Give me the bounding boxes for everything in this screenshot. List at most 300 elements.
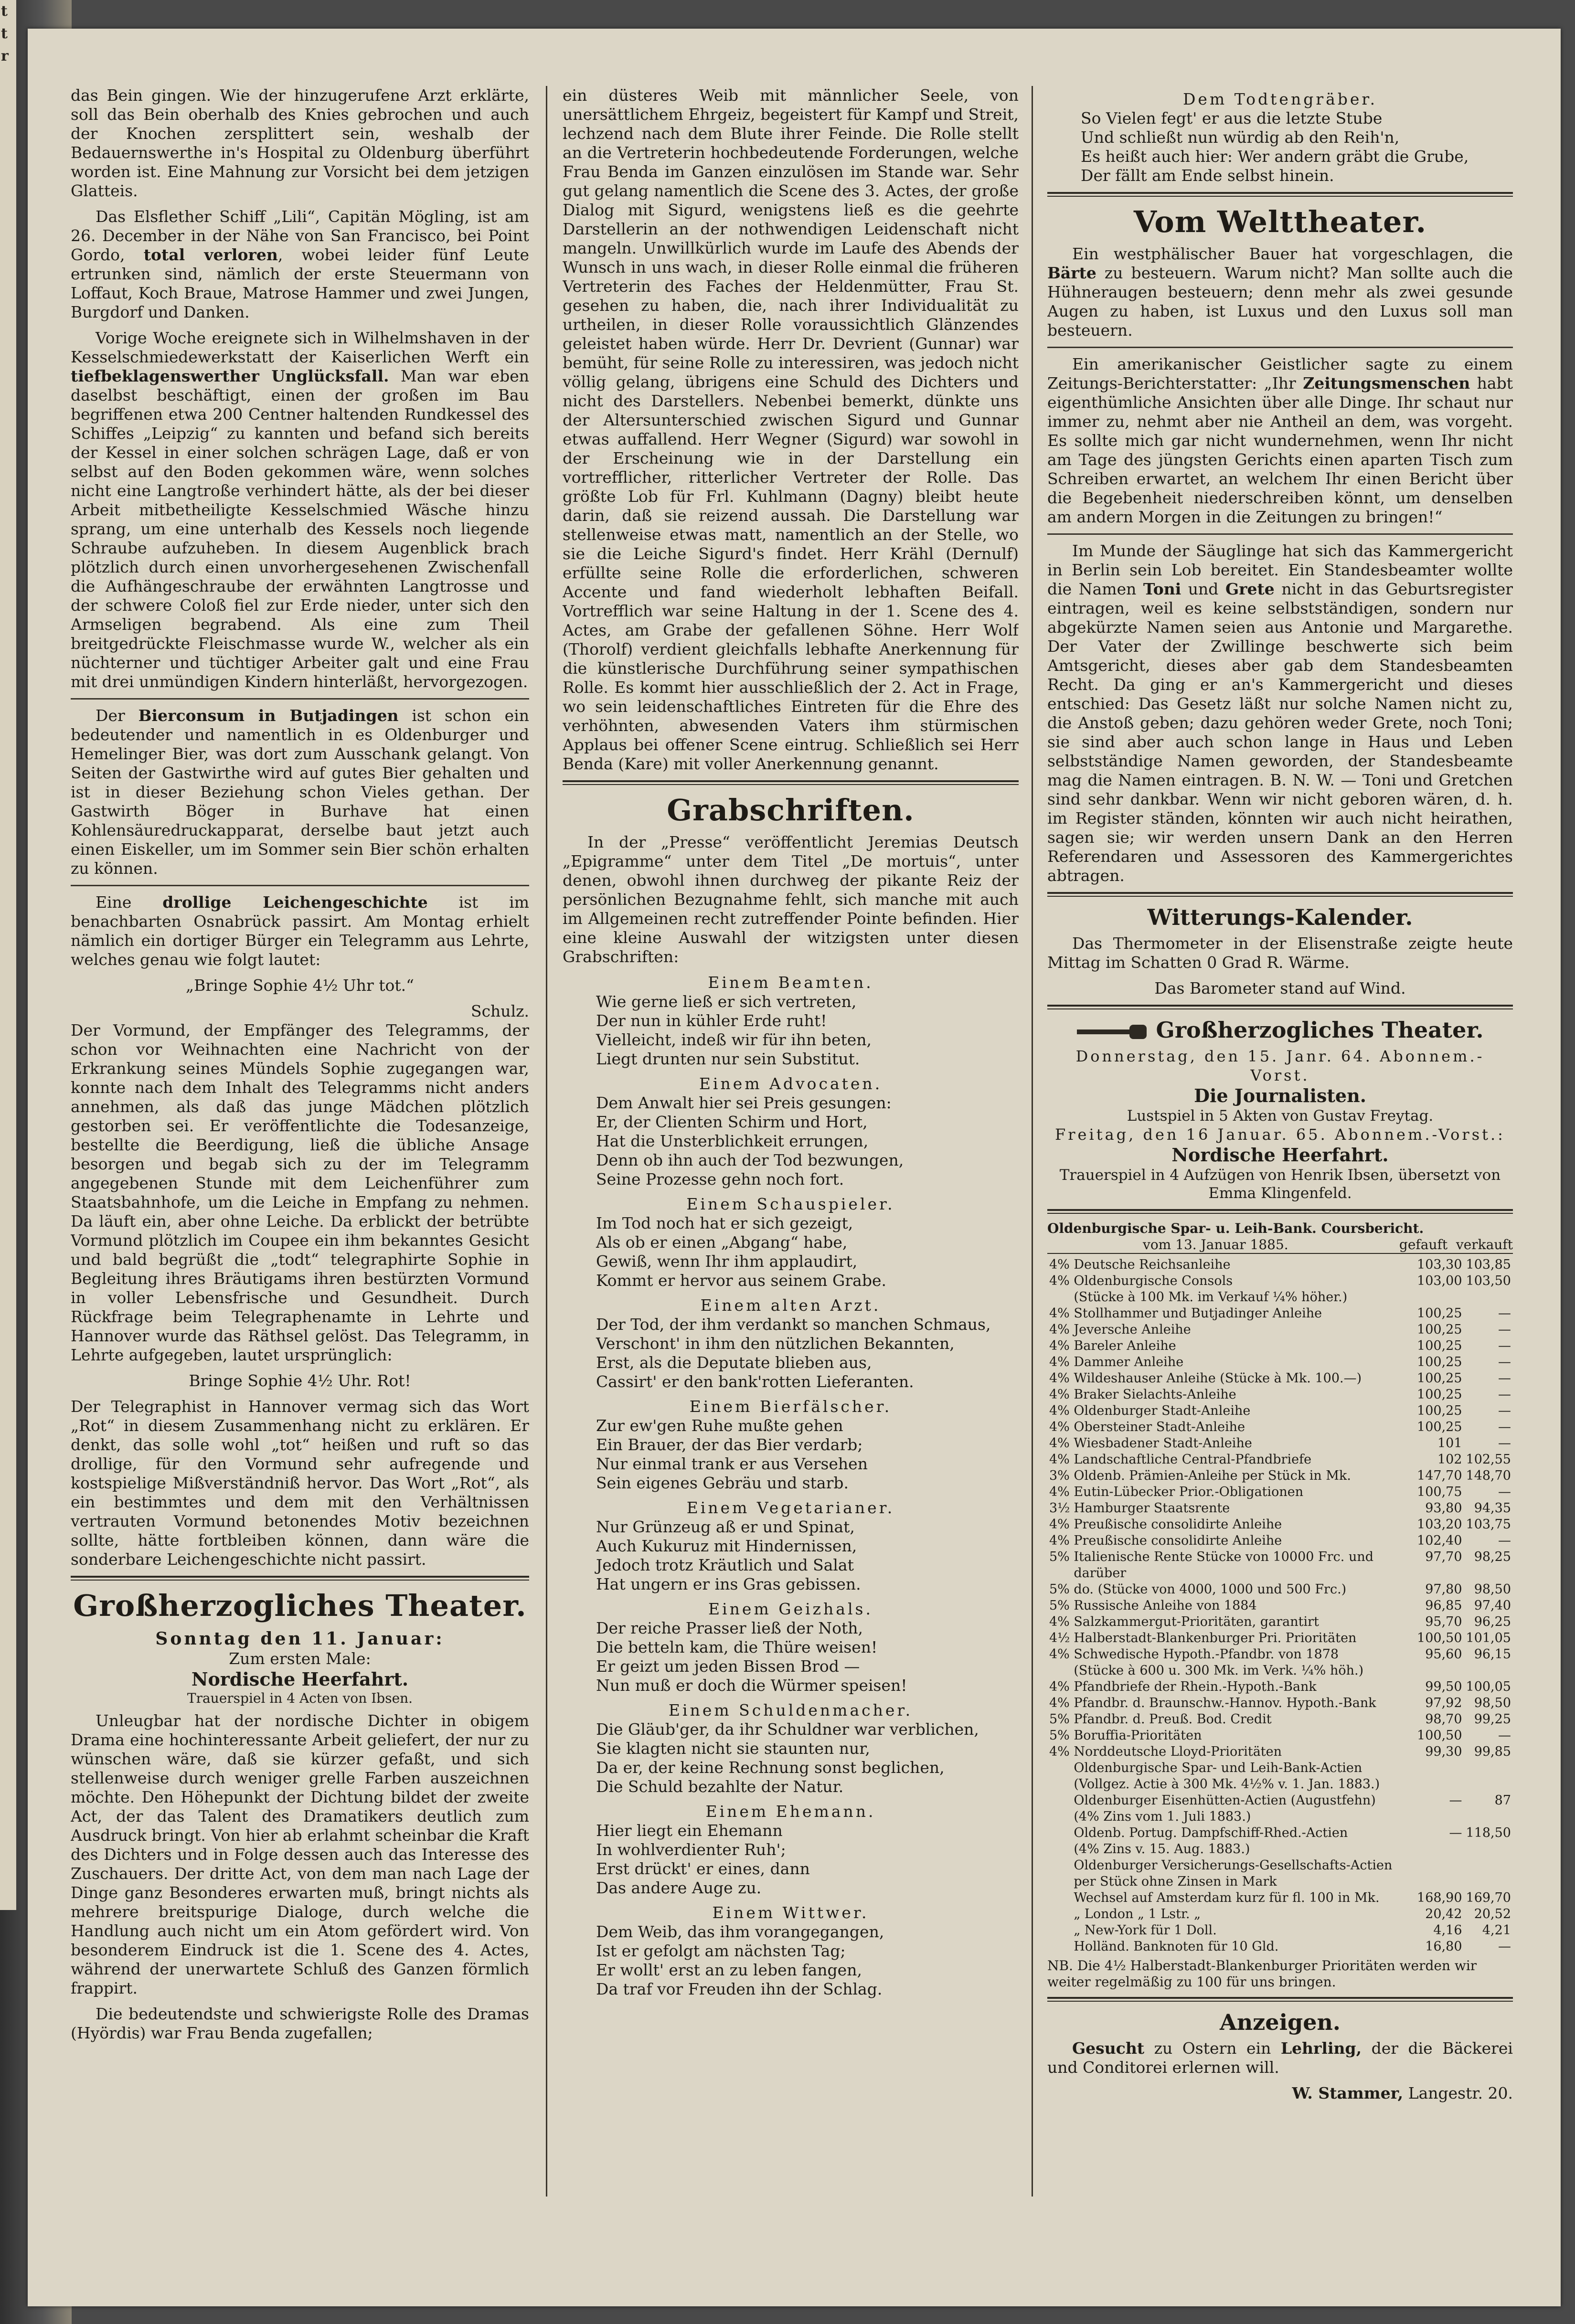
table-cell-buy [1415,1776,1464,1793]
divider [1047,892,1513,897]
table-cell-sell: 87 [1494,1793,1511,1808]
table-cell-sell: 148,70 [1466,1468,1511,1483]
verse-line: Jedoch trotz Kräutlich und Salat [596,1556,854,1574]
section-heading: Anzeigen. [1220,2009,1341,2035]
table-cell-name: Eutin-Lübecker Prior.-Obligationen [1074,1485,1304,1499]
table-cell-buy: 97,92 [1425,1696,1462,1710]
table-cell-name: Schwedische Hypoth.-Pfandbr. von 1878 [1074,1647,1339,1662]
table-cell-pct: 3½ [1049,1501,1070,1516]
poem-title: Einem Schauspieler. [686,1195,895,1213]
divider [71,885,529,886]
table-cell-buy: 100,25 [1417,1338,1462,1353]
article-paragraph: Das Elsflether Schiff „Lili“, Capitän Mögling, ist am 26. December in der Nähe von San Francisco, bei Point Gordo, total verloren, wobei leider fünf Leute ertrunken sind, nämlich der erste Steuermann von Loffaut, Koch Braue, Matrose Hammer und zwei Jungen, Burgdorf und Danken. [71,207,529,321]
table-row [1047,1257,1513,1273]
table-row [1047,1322,1513,1338]
table-row [1047,1468,1513,1484]
table-cell-name: Russische Anleihe von 1884 [1074,1598,1257,1613]
poem-title: Einem Advocaten. [699,1074,883,1093]
table-cell-sell: 103,75 [1466,1517,1511,1532]
verse-line: Als ob er einen „Abgang“ habe, [596,1233,848,1252]
verse-line: Ist er gefolgt am nächsten Tag; [596,1942,846,1960]
column-rule [546,86,547,2197]
table-cell-name: Holländ. Banknoten für 10 Gld. [1074,1939,1279,1954]
table-row [1047,1435,1513,1452]
newspaper-page [28,29,1561,2306]
article-paragraph: Vorige Woche ereignete sich in Wilhelmshaven in der Kesselschmiedewerkstatt der Kaiserlichen Werft ein tiefbeklagenswerther Unglücksfall. Man war eben daselbst beschäftigt, einen der großen im Bau begriffenen etwa 200 Centner haltenden Rundkessel des Schiffes „Leipzig“ zu kannten und befand sich bereits der Kessel in einer solchen schrägen Lage, daß er von selbst auf den Boden gekommen wäre, wenn solches nicht eine Langtroße verhindert hätte, als der bei dieser Arbeit mitbetheiligte Kesselschmied Wäsche hinzu sprang, um eine unterhalb des Kessels noch liegende Schraube aufzuheben. In diesem Augenblick brach plötzlich durch einen unvorhergesehenen Zwischenfall die Aufhängeschraube der erwähnten Langtrosse und der schwere Coloß fiel zur Erde nieder, unter sich den Armseligen begrabend. Als eine zum Theil breitgedrückte Fleischmasse wurde W., welcher als ein nüchterner und tüchtiger Arbeiter galt und eine Frau mit drei unmündigen Kindern hinterläßt, hervorgezogen. [71,329,529,691]
article-paragraph: Ein amerikanischer Geistlicher sagte zu einem Zeitungs-Berichterstatter: „Ihr Zeitungsmenschen habt eigenthümliche Ansichten über alle Dinge. Ihr schaut nur immer zu, nehmt aber nie Antheil an dem, was vorgeht. Es sollte mich gar nicht wundernehmen, wenn Ihr nicht am Tage des jüngsten Gerichts einen aparten Tisch zum Schreiben erwartet, an welchem Ihr einen Bericht über die Begebenheit niederschreiben könnt, um denselben am andern Morgen in die Zeitungen zu bringen!“ [1047,355,1513,526]
table-cell-pct: 4% [1049,1387,1070,1402]
table-row [1047,1370,1513,1387]
table-cell-buy: 100,25 [1417,1420,1462,1434]
course-table [1047,1257,1513,1955]
table-cell-pct: 4% [1049,1338,1070,1353]
verse-line: Da traf vor Freuden ihn der Schlag. [596,1980,883,1998]
divider [1047,1005,1513,1009]
table-cell-name: Preußische consolidirte Anleihe [1074,1517,1282,1532]
verse-line: Gewiß, wenn Ihr ihm applaudirt, [596,1252,858,1271]
table-cell-pct: 4% [1049,1273,1070,1288]
table-row [1047,1744,1513,1760]
table-row [1047,1289,1513,1305]
theater-date: Sonntag den 11. Januar: [155,1629,445,1649]
article-paragraph: das Bein gingen. Wie der hinzugerufene Arzt erklärte, soll das Bein oberhalb des Knies gebrochen und auch der Knochen zersplittert sein, weshalb der Bedauernswerthe in's Hospital zu Oldenburg überführt worden ist. Eine Mahnung zur Vorsicht bei dem jetzigen Glatteis. [71,86,529,200]
table-cell-sell: 100,05 [1466,1679,1511,1694]
article-paragraph: Der Bierconsum in Butjadingen ist schon ein bedeutender und namentlich in es Oldenburger und Hemelinger Bier, was dort zum Ausschank gelangt. Von Seiten der Gastwirthe wird auf gutes Bier gehalten und ist in dieser Beziehung schon Vieles gethan. Der Gastwirth Böger in Burhave hat einen Kohlensäuredruckapparat, derselbe baut jetzt auch einen Eiskeller, um im Sommer sein Bier schön erhalten zu können. [71,706,529,878]
poem-title: Einem Bierfälscher. [689,1397,892,1416]
table-cell-pct [1047,1760,1072,1776]
table-row [1047,1841,1513,1857]
table-row [1047,1695,1513,1711]
spine-fragment: r [1,48,9,64]
table-cell-buy: 96,85 [1425,1598,1462,1613]
theater-date: Donnerstag, den 15. Janr. 64. Abonnem.-Vorst. [1075,1047,1485,1084]
table-cell-pct: 4% [1049,1679,1070,1694]
table-cell-sell: — [1498,1322,1511,1337]
verse-line: Die Schuld bezahlte der Natur. [596,1777,844,1796]
table-cell-sell: 94,35 [1474,1501,1511,1516]
poem-verse [563,1821,1019,1898]
table-cell-pct: 4% [1049,1485,1070,1499]
table-cell-sell: 169,70 [1466,1890,1511,1905]
table-cell-buy: 147,70 [1417,1468,1462,1483]
table-row [1047,1338,1513,1354]
table-cell-pct: 5% [1049,1728,1070,1743]
play-subtitle: Trauerspiel in 4 Aufzügen von Henrik Ibsen, übersetzt von Emma Klingenfeld. [1059,1167,1501,1202]
play-title: Die Journalisten. [1194,1085,1366,1106]
table-cell-pct: 4% [1049,1371,1070,1386]
verse-line: Verschont' in ihm den nützlichen Bekannten, [596,1334,955,1353]
table-row [1047,1663,1513,1679]
table-cell-buy [1415,1663,1464,1679]
article-paragraph: Unleugbar hat der nordische Dichter in obigem Drama eine hochinteressante Arbeit geliefert, der nur zu wünschen wäre, daß sie kürzer gefaßt, und sich stellenweise durch weniger grelle Farben auszeichnen möchte. Den Höhepunkt der Dichtung bildet der zweite Act, der das Talent des Dramatikers deutlich zum Ausdruck bringt. Von hier ab erlahmt scheinbar die Kraft des Dichters und in Folge dessen auch das Interesse des Zuschauers. Der dritte Act, von dem man nach Lage der Dinge ganz Besonderes erwarten muß, bringt nichts als mehrere breitspurige Dialoge, durch welche die Handlung auch nicht um ein Atom gefördert wird. Von besonderem Eindruck ist die 1. Scene des 4. Actes, während der unerwartete Schluß des Ganzen förmlich frappirt. [71,1711,529,1997]
verse-line: Denn ob ihn auch der Tod bezwungen, [596,1151,904,1169]
table-row [1047,1825,1513,1841]
column-2 [563,86,1019,2197]
epitaph-list [563,973,1019,1999]
verse-line: Zur ew'gen Ruhe mußte gehen [596,1416,843,1435]
table-cell-buy: 100,25 [1417,1371,1462,1386]
table-cell-buy: 168,90 [1417,1890,1462,1905]
verse-line: Erst drückt' er eines, dann [596,1859,810,1878]
table-cell-buy: 99,50 [1425,1679,1462,1694]
table-cell-pct [1047,1906,1072,1922]
table-cell-buy [1415,1857,1464,1890]
poem-title: Einem Wittwer. [712,1903,869,1922]
verse-line: Der nun in kühler Erde ruht! [596,1011,827,1030]
divider [71,1576,529,1581]
table-cell-buy: 103,00 [1417,1273,1462,1288]
table-cell-buy: — [1449,1825,1462,1840]
table-cell-pct: 4% [1049,1306,1070,1321]
table-cell-buy: 97,80 [1425,1582,1462,1597]
table-cell-buy: 100,25 [1417,1306,1462,1321]
article-paragraph: ein düsteres Weib mit männlicher Seele, von unersättlichem Ehrgeiz, begeistert für Kampf und Streit, lechzend nach dem Blute ihrer Feinde. Die Rolle stellt an die Vertreterin hochbedeutende Forderungen, welche Frau Benda im Ganzen einzulösen im Stande war. Sehr gut gelang namentlich die Scene des 3. Actes, der große Dialog mit Sigurd, wenigstens ließ es die geehrte Darstellerin an der nothwendigen Leidenschaft nicht mangeln. Unwillkürlich wurde im Laufe des Abends der Wunsch in uns wach, in dieser Rolle einmal die früheren Vertreterin des Faches der Heldenmütter, Frau St. gesehen zu haben, die, nach ihrer Individualität zu urtheilen, in dieser Rolle voraussichtlich Glänzendes geleistet haben würde. Herr Dr. Devrient (Gunnar) war bemüht, für seine Rolle zu interessiren, was jedoch nicht völlig gelang, übrigens eine Schuld des Dichters und nicht des Darstellers. Nebenbei bemerkt, dünkte uns der Altersunterschied zwischen Sigurd und Gunnar etwas auffallend. Herr Wegner (Sigurd) war sowohl in der Erscheinung wie in der Darstellung ein vortrefflicher, ritterlicher Vertreter der Rolle. Das größte Lob für Frl. Kuhlmann (Dagny) bleibt heute darin, daß sie reizend aussah. Die Darstellung war stellenweise etwas matt, namentlich an der Stelle, wo sie die Leiche Sigurd's findet. Herr Krähl (Dernulf) erfüllte seine Rolle die erforderlichen, schweren Accente und fand wiederholt lebhaften Beifall. Vortrefflich war seine Haltung in der 1. Scene des 4. Actes, am Grabe der gefallenen Söhne. Herr Wolf (Thorolf) verdient gleichfalls lebhafte Anerkennung für die künstlerische Durchführung seiner sympathischen Rolle. Es kommt hier ausschließlich der 2. Act in Frage, wo sein leidenschaftliches Eintreten für die Ehre des verhöhnten, abwesenden Vaters ihm stürmischen Applaus bei offener Scene eintrug. Schließlich sei Herr Benda (Kare) mit voller Anerkennung genannt. [563,86,1019,773]
poem-verse [563,1720,1019,1796]
verse-line: Er geizt um jeden Bissen Brod — [596,1657,860,1676]
verse-line: Vielleicht, indeß wir für ihn beten, [596,1030,872,1049]
table-cell-pct: 4% [1049,1355,1070,1369]
table-cell-sell: — [1498,1420,1511,1434]
poem-verse [563,1517,1019,1594]
table-cell-name: Pfandbr. d. Braunschw.-Hannov. Hypoth.-Bank [1074,1696,1376,1710]
table-cell-pct: 4% [1049,1696,1070,1710]
article-paragraph: Eine drollige Leichengeschichte ist im benachbarten Osnabrück passirt. Am Montag erhielt nämlich ein dortiger Bürger ein Telegramm aus Lehrte, welches genau wie folgt lautet: [71,893,529,969]
table-cell-name: Oldenb. Prämien-Anleihe per Stück in Mk. [1074,1468,1351,1483]
table-row [1047,1484,1513,1500]
play-subtitle: Trauerspiel in 4 Acten von Ibsen. [187,1690,413,1706]
table-cell-name: Pfandbriefe der Rhein.-Hypoth.-Bank [1074,1679,1317,1694]
table-cell-name: Oldenburger Stadt-Anleihe [1074,1403,1251,1418]
table-cell-pct: 5% [1049,1712,1070,1727]
table-cell-sell [1464,1289,1513,1305]
table-row [1047,1533,1513,1549]
table-cell-sell: 102,55 [1466,1452,1511,1467]
table-cell-sell: 98,50 [1474,1696,1511,1710]
table-cell-buy: 98,70 [1425,1712,1462,1727]
table-cell-name: Braker Sielachts-Anleihe [1074,1387,1236,1402]
table-cell-buy: 99,30 [1425,1744,1462,1759]
table-cell-name: (4% Zins vom 1. Juli 1883.) [1074,1809,1251,1824]
table-cell-sell: — [1498,1485,1511,1499]
table-row [1047,1857,1513,1890]
table-cell-sell [1464,1663,1513,1679]
table-row [1047,1679,1513,1695]
table-row [1047,1793,1513,1809]
emphasis: tiefbeklagenswerther Unglücksfall. [71,367,389,385]
adjacent-page-edge [0,0,16,1910]
table-cell-buy: 20,42 [1425,1907,1462,1921]
divider [1047,1997,1513,2002]
column-rule [1032,86,1033,2197]
poem-verse [563,1619,1019,1695]
table-row [1047,1776,1513,1793]
section-heading: Vom Welttheater. [1133,204,1427,239]
verse-line: Die betteln kam, die Thüre weisen! [596,1638,878,1656]
table-cell-pct [1047,1922,1072,1939]
verse-line: Der reiche Prasser ließ der Noth, [596,1619,863,1637]
table-cell-buy: 102,40 [1417,1533,1462,1548]
table-row [1047,1598,1513,1614]
table-cell-name: Wechsel auf Amsterdam kurz für fl. 100 in Mk. [1074,1890,1380,1905]
table-cell-buy: 93,80 [1425,1501,1462,1516]
table-cell-pct [1047,1939,1072,1955]
table-cell-pct: 4% [1049,1403,1070,1418]
table-cell-name: (Stücke à 100 Mk. im Verkauf ¼% höher.) [1074,1290,1348,1305]
verse-line: Kommt er hervor aus seinem Grabe. [596,1271,886,1290]
advert-signature: W. Stammer, Langestr. 20. [1292,2084,1513,2102]
table-cell-buy: 100,75 [1417,1485,1462,1499]
table-cell-buy: 100,25 [1417,1387,1462,1402]
poem-title: Einem Schuldenmacher. [668,1701,913,1719]
table-cell-name: Stollhammer und Butjadinger Anleihe [1074,1306,1322,1321]
table-cell-pct: 4% [1049,1744,1070,1759]
table-row [1047,1452,1513,1468]
table-row [1047,1760,1513,1776]
divider [1047,347,1513,348]
theater-note: Zum ersten Male: [229,1649,371,1668]
table-cell-sell: 98,25 [1474,1549,1511,1564]
table-cell-sell: 96,15 [1474,1647,1511,1662]
table-cell-buy: 4,16 [1433,1923,1462,1938]
table-cell-name: (4% Zins v. 15. Aug. 1883.) [1074,1842,1250,1857]
poem-verse [563,1922,1019,1999]
table-cell-pct: 4% [1049,1322,1070,1337]
verse-line: Nun muß er doch die Würmer speisen! [596,1676,907,1695]
table-row [1047,1354,1513,1370]
table-cell-pct: 5% [1049,1598,1070,1613]
table-cell-pct: 3% [1049,1468,1070,1483]
emphasis: drollige Leichengeschichte [162,893,428,912]
poem-title: Einem alten Arzt. [700,1296,881,1315]
table-cell-sell: — [1498,1533,1511,1548]
verse-line: Sein eigenes Gebräu und starb. [596,1474,849,1492]
table-cell-pct [1047,1857,1072,1890]
verse-line: Liegt drunten nur sein Substitut. [596,1050,860,1068]
table-cell-buy: 95,60 [1425,1647,1462,1662]
verse-line: Wie gerne ließ er sich vertreten, [596,992,857,1011]
verse-line: Das andere Auge zu. [596,1878,762,1897]
article-paragraph: Die bedeutendste und schwierigste Rolle des Dramas (Hyördis) war Frau Benda zugefallen; [71,2005,529,2042]
table-cell-name: Oldenburger Eisenhütten-Actien (Augustfehn) [1074,1793,1376,1808]
table-cell-name: do. (Stücke von 4000, 1000 und 500 Frc.) [1074,1582,1347,1597]
table-cell-name: Dammer Anleihe [1074,1355,1184,1369]
table-cell-sell: — [1498,1728,1511,1743]
table-cell-buy [1415,1760,1464,1776]
table-cell-buy [1415,1809,1464,1825]
table-cell-name: Oldenburger Versicherungs-Gesellschafts-Actien per Stück ohne Zinsen in Mark [1074,1858,1393,1889]
table-cell-pct: 4% [1049,1614,1070,1629]
table-cell-sell: 99,85 [1474,1744,1511,1759]
table-cell-sell: — [1498,1371,1511,1386]
table-cell-sell: — [1498,1403,1511,1418]
table-cell-pct: 4% [1049,1420,1070,1434]
theater-date: Freitag, den 16 Januar. 65. Abonnem.-Vorst.: [1055,1125,1505,1144]
course-note: NB. Die 4½ Halberstadt-Blankenburger Prioritäten werden wir weiter regelmäßig zu 100 für uns bringen. [1047,1958,1477,1990]
play-title: Nordische Heerfahrt. [191,1668,409,1690]
table-row [1047,1517,1513,1533]
table-row [1047,1646,1513,1663]
table-cell-name: Salzkammergut-Prioritäten, garantirt [1074,1614,1319,1629]
table-cell-pct: 4% [1049,1436,1070,1451]
table-cell-pct: 4½ [1049,1631,1070,1645]
table-row [1047,1614,1513,1630]
table-cell-buy: 102 [1437,1452,1462,1467]
table-cell-sell: 103,85 [1466,1257,1511,1272]
table-cell-buy: 97,70 [1425,1549,1462,1564]
table-cell-name: Obersteiner Stadt-Anleihe [1074,1420,1245,1434]
weather-text: Das Thermometer in der Elisenstraße zeigte heute Mittag im Schatten 0 Grad R. Wärme. [1047,934,1513,972]
table-cell-pct [1047,1793,1072,1809]
telegram-text: Bringe Sophie 4½ Uhr. Rot! [189,1371,411,1390]
table-cell-buy: 100,50 [1417,1728,1462,1743]
table-row [1047,1890,1513,1906]
poem-verse [563,992,1019,1069]
table-cell-sell: 98,50 [1474,1582,1511,1597]
table-row [1047,1419,1513,1435]
poem-verse [563,1416,1019,1493]
table-row [1047,1939,1513,1955]
poem-title: Dem Todtengräber. [1182,90,1378,108]
table-cell-sell [1464,1857,1513,1890]
table-row [1047,1549,1513,1581]
table-cell-pct [1047,1841,1072,1857]
verse-line: Da er, der keine Rechnung sonst beglichen, [596,1758,945,1777]
table-row [1047,1273,1513,1289]
table-cell-pct: 5% [1049,1582,1070,1597]
emphasis: Bierconsum in Butjadingen [138,706,399,725]
divider [1047,1209,1513,1214]
table-cell-sell: — [1498,1355,1511,1369]
table-row [1047,1922,1513,1939]
table-cell-name: Hamburger Staatsrente [1074,1501,1230,1516]
verse-line: In wohlverdienter Ruh'; [596,1840,786,1859]
spine-fragment: t [1,3,8,20]
divider [1047,533,1513,535]
table-row [1047,1711,1513,1728]
verse-line: Erst, als die Deputate blieben aus, [596,1353,872,1372]
table-cell-pct: 4% [1049,1517,1070,1532]
spine-fragment: t [1,25,8,42]
table-cell-sell: 97,40 [1474,1598,1511,1613]
table-cell-name: (Vollgez. Actie à 300 Mk. 4½% v. 1. Jan. 1883.) [1074,1777,1380,1792]
play-subtitle: Lustspiel in 5 Akten von Gustav Freytag. [1127,1107,1434,1125]
table-cell-pct [1047,1890,1072,1906]
table-cell-pct [1047,1809,1072,1825]
table-cell-sell: 101,05 [1466,1631,1511,1645]
play-title: Nordische Heerfahrt. [1171,1144,1389,1166]
table-cell-name: Halberstadt-Blankenburger Pri. Prioritäten [1074,1631,1357,1645]
article-paragraph: Im Munde der Säuglinge hat sich das Kammergericht in Berlin sein Lob bereitet. Ein Standesbeamter wollte die Namen Toni und Grete nicht in das Geburtsregister eintragen, weil es keine selbstständigen, sondern nur abgekürzte Namen seien aus Antonie und Margarethe. Der Vater der Zwillinge beschwerte sich beim Amtsgericht, dieses aber gab dem Standesbeamten Recht. Da ging er an's Kammergericht und dieses entschied: Das Gesetz läßt nur solche Namen nicht zu, die Anstoß geben; dazu gehören weder Grete, noch Toni; sie sind aber auch schon lange in Haus und Leben selbstständige Namen geworden, der Standesbeamte mag die Namen eintragen. B. N. W. — Toni und Gretchen sind sehr dankbar. Wenn wir nicht geboren wären, d. h. im Register ständen, könnten wir auch nicht heirathen, sagen sie; wir werden unsern Dank an den Herren Referendaren und Assessoren des Kammergerichtes abtragen. [1047,541,1513,885]
table-row [1047,1728,1513,1744]
table-cell-sell [1464,1776,1513,1793]
table-cell-name: Preußische consolidirte Anleihe [1074,1533,1282,1548]
table-cell-sell: — [1498,1387,1511,1402]
telegram-text: „Bringe Sophie 4½ Uhr tot.“ [185,976,415,995]
table-cell-sell: 118,50 [1466,1825,1511,1840]
verse-line: Cassirt' er den bank'rotten Lieferanten. [596,1372,914,1391]
table-row [1047,1500,1513,1517]
table-cell-sell: 103,50 [1466,1273,1511,1288]
poem-verse [563,1214,1019,1290]
table-cell-name: „ New-York für 1 Doll. [1074,1923,1217,1938]
poem-title: Einem Ehemann. [705,1802,876,1821]
verse-line: Der Tod, der ihm verdankt so manchen Schmaus, [596,1315,991,1334]
table-cell-name: Oldenburgische Consols [1074,1273,1233,1288]
verse-line: Seine Prozesse gehn noch fort. [596,1170,844,1189]
poem-verse [563,1093,1019,1189]
table-cell-name: Boruffia-Prioritäten [1074,1728,1202,1743]
table-cell-sell: — [1498,1338,1511,1353]
verse-line: Hat ungern er ins Gras gebissen. [596,1575,861,1593]
article-paragraph: Der Vormund, der Empfänger des Telegramms, der schon vor Weihnachten eine Nachricht von der Erkrankung seines Mündels Sophie zugegangen war, konnte nach dem Inhalt des Telegramms nicht anders annehmen, als daß das junge Mädchen plötzlich gestorben sei. Er veröffentlichte die Todesanzeige, bestellte die Beerdigung, ließ die übliche Ansage besorgen und begab sich zu der im Telegramm angegebenen Stunde mit dem Leichenführer zum Staatsbahnhofe, um die Leiche in Empfang zu nehmen. Da läuft ein, aber ohne Leiche. Da erblickt der betrübte Vormund plötzlich im Coupee ein ihm bekanntes Gesicht und bald begrüßt die „todt“ telegraphirte Sophie in Begleitung ihres Bräutigams ihren bestürzten Vormund in voller Lebensfrische und Gesundheit. Durch Rückfrage beim Telegraphenamte in Lehrte und Hannover wurde das Räthsel gelöst. Das Telegramm, in Lehrte aufgegeben, lautet ursprünglich: [71,1021,529,1364]
table-cell-buy: 95,70 [1425,1614,1462,1629]
table-cell-sell: 99,25 [1474,1712,1511,1727]
table-cell-sell: — [1498,1306,1511,1321]
verse-line: Die Gläub'ger, da ihr Schuldner war verblichen, [596,1720,979,1739]
table-cell-buy: 101 [1437,1436,1462,1451]
pointing-hand-icon [1077,1024,1149,1040]
table-cell-buy: 100,50 [1417,1631,1462,1645]
table-cell-sell [1464,1760,1513,1776]
table-cell-pct [1047,1289,1072,1305]
table-cell-pct: 4% [1049,1533,1070,1548]
table-cell-pct: 4% [1049,1647,1070,1662]
table-cell-buy: 103,20 [1417,1517,1462,1532]
divider [563,780,1019,785]
table-cell-buy: — [1449,1793,1462,1808]
table-cell-name: Oldenb. Portug. Dampfschiff-Rhed.-Actien [1074,1825,1348,1840]
verse-line: Sie klagten nicht sie staunten nur, [596,1739,870,1758]
verse-line: Im Tod noch hat er sich gezeigt, [596,1214,853,1232]
weather-text: Das Barometer stand auf Wind. [1154,979,1406,998]
table-cell-sell [1464,1841,1513,1857]
table-cell-sell: 20,52 [1474,1907,1511,1921]
advert-text: Gesucht zu Ostern ein Lehrling, der die Bäckerei und Conditorei erlernen will. [1047,2039,1513,2077]
divider [1047,192,1513,197]
table-cell-name: „ London „ 1 Lstr. „ [1074,1907,1201,1921]
poem-title: Einem Beamten. [708,973,873,992]
poem-title: Einem Geizhals. [708,1600,873,1618]
table-cell-pct: 4% [1049,1257,1070,1272]
table-row [1047,1630,1513,1646]
table-cell-name: Norddeutsche Lloyd-Prioritäten [1074,1744,1282,1759]
table-cell-sell: — [1498,1436,1511,1451]
article-paragraph: Der Telegraphist in Hannover vermag sich das Wort „Rot“ in diesem Zusammenhang nicht zu erklären. Er denkt, das solle wohl „tot“ heißen und ruft so das drollige, für den Vormund sehr aufregende und kostspielige Mißverständniß hervor. Das Wort „Rot“, als ein bestimmtes und dem mit den Verhältnissen vertrauten Vormund betonendes Motiv bezeichnen sollte, hätte fortbleiben können, dann wäre die sonderbare Leichengeschichte nicht passirt. [71,1397,529,1569]
telegram-signature: Schulz. [470,1002,529,1020]
column-3 [1047,86,1513,2197]
section-heading: Großherzogliches Theater. [1047,1016,1513,1044]
table-row [1047,1387,1513,1403]
table-row [1047,1809,1513,1825]
table-cell-buy: 100,25 [1417,1403,1462,1418]
course-report-header: Oldenburgische Spar- u. Leih-Bank. Coursbericht. vom 13. Januar 1885. gefauft verkauft [1047,1220,1513,1254]
poem-verse [563,1315,1019,1391]
section-heading: Witterungs-Kalender. [1147,904,1413,930]
table-cell-pct [1047,1825,1072,1841]
poem-verse: So Vielen fegt' er aus die letzte Stube Und schließt nun würdig ab den Reih'n, Es heißt auch hier: Wer andern gräbt die Grube, Der fällt am Ende selbst hinein. [1081,109,1469,185]
poem-title: Einem Vegetarianer. [686,1498,895,1517]
table-cell-buy: 100,25 [1417,1355,1462,1369]
table-cell-name: Landschaftliche Central-Pfandbriefe [1074,1452,1312,1467]
verse-line: Hat die Unsterblichkeit errungen, [596,1132,869,1150]
column-1 [71,86,529,2197]
table-cell-pct: 4% [1049,1452,1070,1467]
section-heading: Grabschriften. [667,793,915,828]
table-cell-name: (Stücke à 600 u. 300 Mk. im Verk. ¼% höh.) [1074,1663,1364,1678]
table-row [1047,1403,1513,1419]
table-cell-pct [1047,1776,1072,1793]
table-cell-name: Pfandbr. d. Preuß. Bod. Credit [1074,1712,1272,1727]
